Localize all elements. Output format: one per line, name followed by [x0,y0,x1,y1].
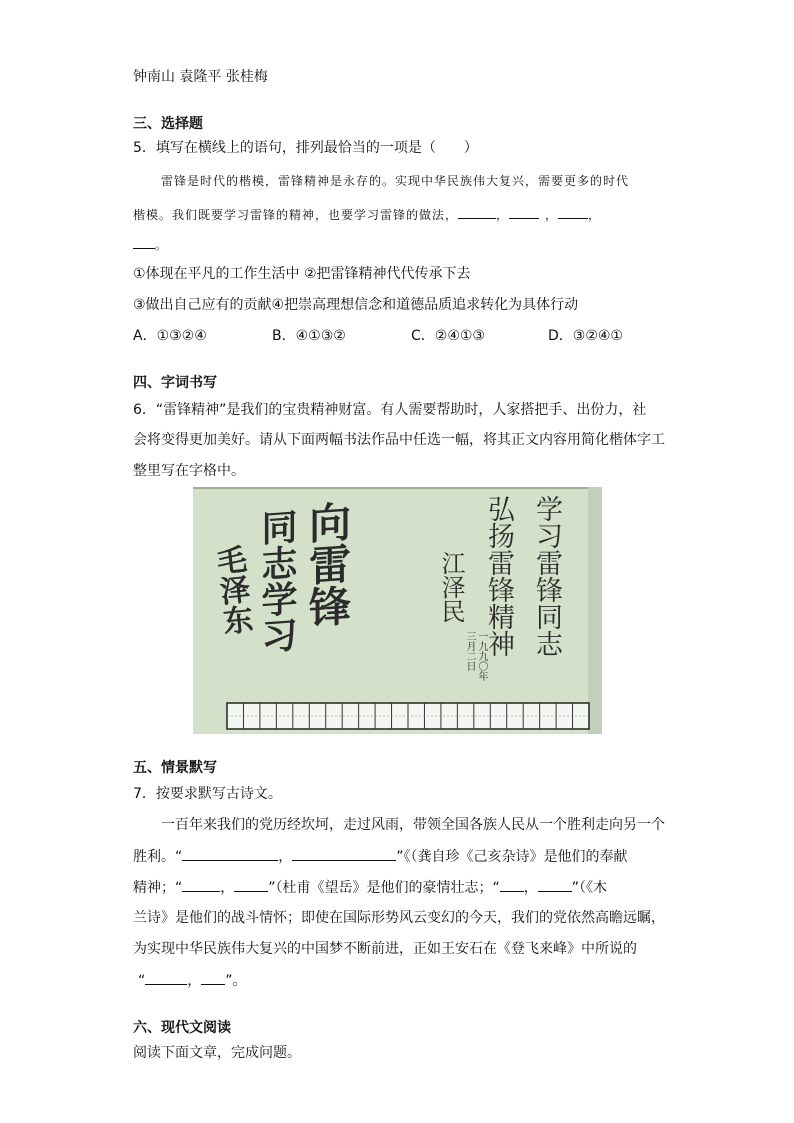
question-7-stem: 7．按要求默写古诗文。 [133,786,282,802]
q6-line3: 整里写在字格中。 [133,463,245,479]
calligraphy-right-col1: 学习雷锋同志 [531,495,562,657]
q7-comma: ， [278,849,293,865]
q5-period: 。 [155,238,169,252]
section-5-title: 五、情景默写 [133,760,217,776]
calligraphy-left-col2: 同志学习 [256,507,298,655]
q6-line1: 6．“雷锋精神”是我们的宝贵精神财富。有人需要帮助时，人家搭把手、出份力，社 [133,402,647,418]
q7-blank-8[interactable] [201,970,225,985]
q5-items-line2: ③做出自己应有的贡献④把崇高理想信念和道德品质追求转化为具体行动 [133,297,579,313]
q5-comma: ， [545,208,559,222]
q7-blank-2[interactable] [292,846,396,861]
q7-blank-7[interactable] [145,970,187,985]
q5-comma: ， [588,208,602,222]
q7-blank-1[interactable] [182,846,278,861]
q6-line2: 会将变得更加美好。请从下面两幅书法作品中任选一幅，将其正文内容用简化楷体字工 [133,432,665,448]
q7-comma: ， [220,880,235,896]
calligraphy-image [193,487,602,734]
q5-passage-line3 [133,234,168,253]
q7-comma: ， [523,880,538,896]
q7-line6 [138,970,247,991]
section-3-title: 三、选择题 [133,116,203,132]
q7-line3 [133,877,607,898]
q7-blank-3[interactable] [182,877,220,892]
q5-option-c[interactable]: C．②④①③ [411,328,485,344]
q7-text: 胜利。“ [133,849,183,865]
q7-line2 [133,846,628,867]
question-5-stem: 5．填写在横线上的语句，排列最恰当的一项是（ ） [133,140,478,156]
q5-passage-line1: 雷锋是时代的楷模，雷锋精神是永存的。实现中华民族伟大复兴，需要更多的时代 [161,174,630,188]
q5-option-a[interactable]: A．①③②④ [133,328,207,344]
q5-blank-4[interactable] [133,234,155,249]
q7-comma: ， [187,973,202,989]
q5-comma: ， [496,208,510,222]
calligraphy-right-signature: 江泽民 [437,551,465,623]
q7-blank-4[interactable] [234,877,268,892]
section-6-title: 六、现代文阅读 [133,1020,231,1036]
authors-line: 钟南山 袁隆平 张桂梅 [133,69,268,85]
q5-option-d[interactable]: D．③②④① [548,328,623,344]
q5-blank-2[interactable] [509,204,539,219]
q7-blank-5[interactable] [500,877,524,892]
q5-option-b[interactable]: B．④①③② [272,328,346,344]
calligraphy-left: 向雷锋 [303,499,352,629]
q5-items-line1: ①体现在平凡的工作生活中 ②把雷锋精神代代传承下去 [133,266,471,282]
section-6-intro: 阅读下面文章，完成问题。 [133,1045,301,1061]
section-4-title: 四、字词书写 [133,375,217,391]
q7-text: 精神；“ [133,880,183,896]
calligraphy-right-date: 一九九〇年三月二日 [464,631,487,681]
q7-line1: 一百年来我们的党历经坎坷，走过风雨，带领全国各族人民从一个胜利走向另一个 [161,817,665,833]
calligraphy-left-signature: 毛泽东 [209,543,254,637]
q7-text: ”（杜甫《望岳》是他们的豪情壮志；“ [268,880,500,896]
q7-text: ”。 [225,973,247,989]
q5-passage-text: 楷模。我们既要学习雷锋的精神，也要学习雷锋的做法， [133,208,459,222]
q7-blank-6[interactable] [538,877,572,892]
calligraphy-right-col2: 弘扬雷锋精神 [483,495,514,657]
q5-passage-line2 [133,204,601,223]
writing-grid [227,703,589,729]
q7-line5: 为实现中华民族伟大复兴的中国梦不断前进，正如王安石在《登飞来峰》中所说的 [133,941,637,957]
q7-text: “ [138,973,146,989]
q7-text: ”（《木 [571,880,608,896]
q7-line4: 兰诗》是他们的战斗情怀；即使在国际形势风云变幻的今天，我们的党依然高瞻远瞩， [133,910,665,926]
q5-blank-3[interactable] [558,204,588,219]
q5-blank-1[interactable] [458,204,496,219]
q7-text: ”《（龚自珍《己亥杂诗》是他们的奉献 [396,849,628,865]
